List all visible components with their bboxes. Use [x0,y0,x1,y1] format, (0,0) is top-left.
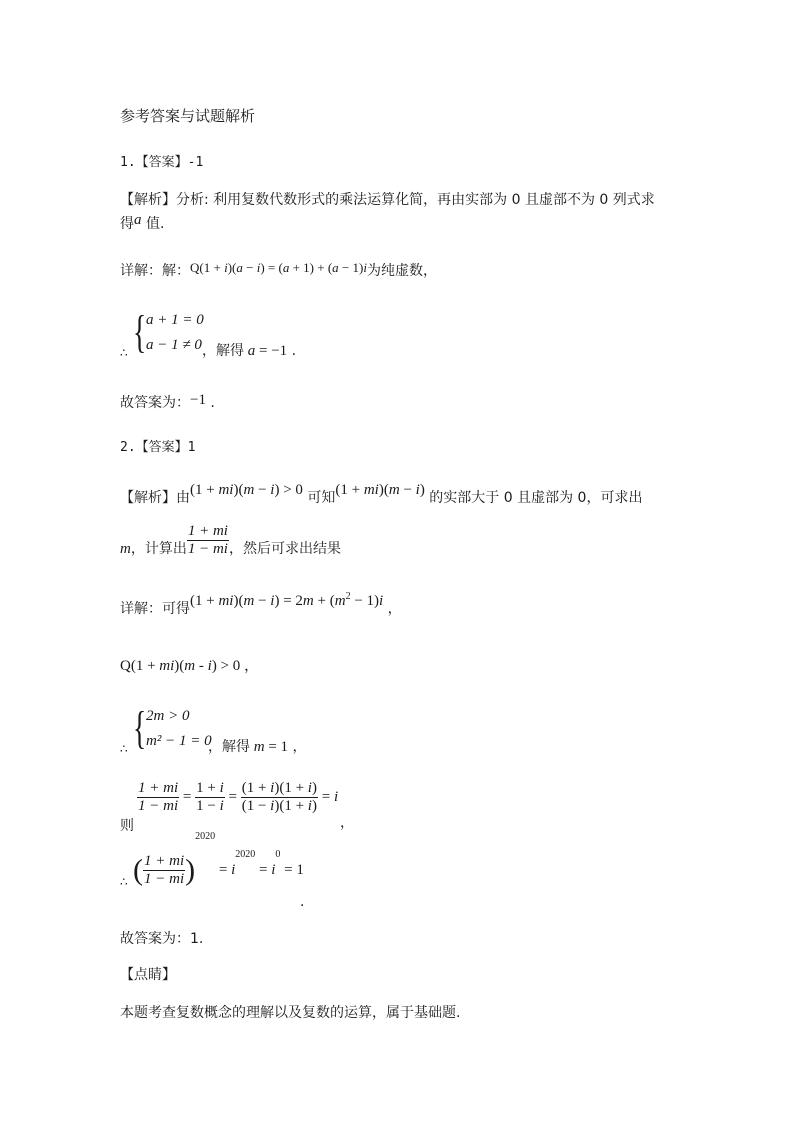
q1-analysis-line2: 得a 值. [120,212,165,232]
q1-solve: ，解得 a = −1 . [202,343,297,359]
q2-fraction-chain: $\frac{1 + mi}{1 - mi}$ = $\frac{1 + i}{1 - i}$ = $\frac{(1 + i)(1 + i)}{(1 - i)(1 + i)}$ = i [138,780,339,814]
q1-conclusion: 故答案为：−1 . [120,392,215,411]
q1-system-eq2: a − 1 ≠ 0 [146,337,202,353]
therefore-symbol: ∴ [120,875,128,889]
q2-comment-heading: 【点睛】 [120,967,176,983]
q2-system-eq1: 2m > 0 [146,708,190,724]
q2-power-expression: ( $\frac{1 + mi}{1 - mi}$ )$^{2020} = i^{2020} = i^0 = 1$ [133,831,304,887]
q2-period: . [300,894,305,910]
q2-system-brace: { [133,702,147,753]
q2-analysis-line1: 【解析】由(1 + mi)(m − i) > 0 可知(1 + mi)(m − i) 的实部大于 0 且虚部为 0，可求出 [120,482,643,506]
q2-then-label: 则 [120,818,134,834]
q2-system-eq2: m² − 1 = 0 [146,733,212,749]
q2-since-line: Q(1 + mi)(m - i) > 0 ， [120,656,260,674]
q2-solve: ，解得 m = 1 ， [208,739,307,755]
q1-system-brace: { [133,306,147,357]
q2-comment: 本题考查复数概念的理解以及复数的运算，属于基础题. [120,1005,461,1021]
therefore-symbol: ∴ [120,742,128,756]
q2-analysis-line2: m，计算出 $\frac{1 + mi}{1 - mi}$ ，然后可求出结果 [120,522,341,557]
page-title: 参考答案与试题解析 [120,107,256,125]
q2-comma: ， [340,815,354,831]
q1-detail-line: 详解：解：Q(1 + i)(a − i) = (a + 1) + (a − 1)i为纯虚数， [120,260,437,279]
therefore-symbol: ∴ [120,346,128,360]
q2-answer-heading: 2.【答案】1 [120,440,196,455]
q2-detail-line: 详解：可得$(1 + mi)(m - i) = 2m + (m^2 - 1)i$ ， [120,591,402,617]
q1-answer-heading: 1.【答案】-1 [120,155,204,170]
q2-conclusion: 故答案为：1. [120,931,204,947]
q1-analysis-line1: 【解析】分析: 利用复数代数形式的乘法运算化简，再由实部为 0 且虚部不为 0 列式求 [120,192,655,208]
q1-system-eq1: a + 1 = 0 [146,312,204,328]
